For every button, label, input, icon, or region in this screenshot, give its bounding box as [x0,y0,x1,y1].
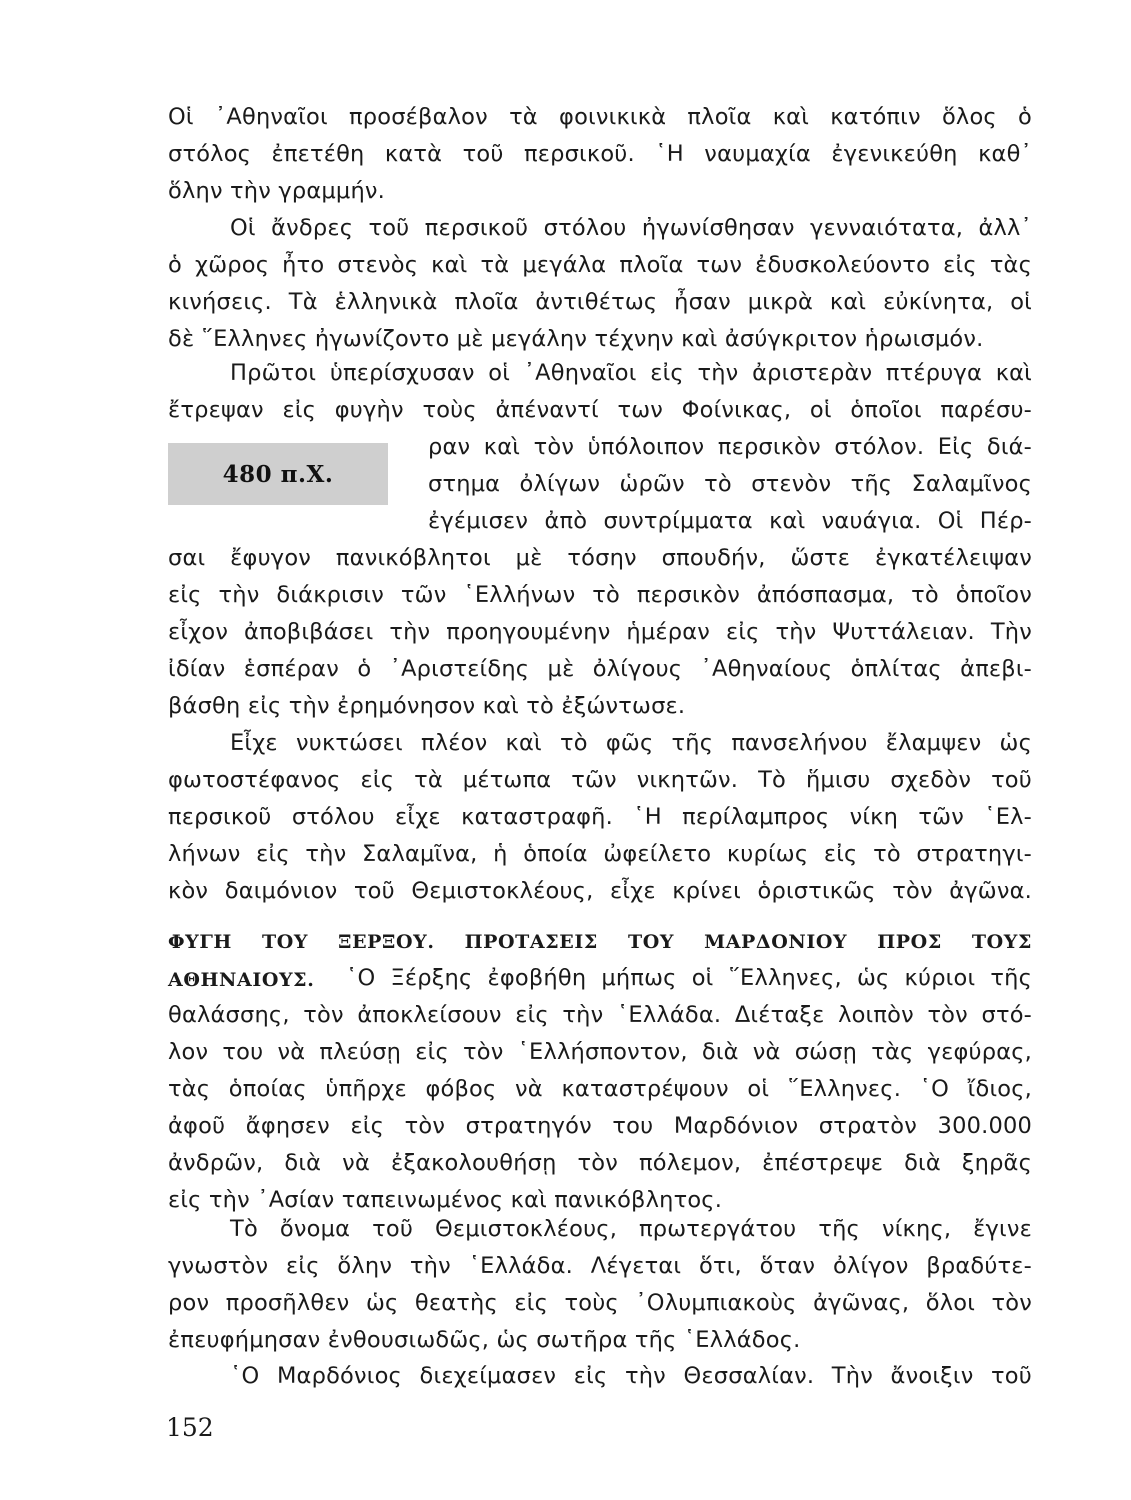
text-line: ῾Ο Μαρδόνιος διεχείμασεν εἰς τὴν Θεσσαλίαν. Τὴν ἄνοιξιν τοῦ [230,1363,1032,1389]
text-line: ῾Ο Ξέρξης ἐφοβήθη μήπως οἱ ῞Ελληνες, ὡς κύριοι τῆς [346,965,1032,991]
text-line: γνωστὸν εἰς ὅλην τὴν ῾Ελλάδα. Λέγεται ὅτι, ὅταν ὀλίγον βραδύτε- [168,1253,1032,1279]
text-line: εἰς τὴν διάκρισιν τῶν ῾Ελλήνων τὸ περσικὸν ἀπόσπασμα, τὸ ὁποῖον [168,582,1032,608]
text-line: ρον προσῆλθεν ὡς θεατὴς εἰς τοὺς ᾿Ολυμπιακοὺς ἀγῶνας, ὅλοι τὸν [168,1290,1032,1316]
date-sidenote [168,443,388,505]
text-line: ἐγέμισεν ἀπὸ συντρίμματα καὶ ναυάγια. Οἱ Πέρ- [428,508,1032,534]
page-number: 152 [166,1413,214,1442]
text-line: φωτοστέφανος εἰς τὰ μέτωπα τῶν νικητῶν. Τὸ ἥμισυ σχεδὸν τοῦ [168,767,1032,793]
text-line: ἀφοῦ ἄφησεν εἰς τὸν στρατηγόν του Μαρδόνιον στρατὸν 300.000 [168,1113,1032,1139]
text-line: Οἱ ᾿Αθηναῖοι προσέβαλον τὰ φοινικικὰ πλοῖα καὶ κατόπιν ὅλος ὁ [168,104,1032,130]
text-line: σαι ἔφυγον πανικόβλητοι μὲ τόσην σπουδήν, ὥστε ἐγκατέλειψαν [168,545,1032,571]
text-line: κινήσεις. Τὰ ἑλληνικὰ πλοῖα ἀντιθέτως ἦσαν μικρὰ καὶ εὐκίνητα, οἱ [168,289,1032,315]
date-label: 480 π.Χ. [222,460,334,488]
text-line: ἰδίαν ἑσπέραν ὁ ᾿Αριστείδης μὲ ὀλίγους ᾿Αθηναίους ὁπλίτας ἀπεβι- [168,656,1032,682]
section-heading-continued: ΑΘΗΝΑΙΟΥΣ. [168,969,315,991]
text-line: Εἶχε νυκτώσει πλέον καὶ τὸ φῶς τῆς πανσελήνου ἔλαμψεν ὡς [230,730,1032,756]
section-heading: ΦΥΓΗ ΤΟΥ ΞΕΡΞΟΥ. ΠΡΟΤΑΣΕΙΣ ΤΟΥ ΜΑΡΔΟΝΙΟΥ ΠΡΟΣ ΤΟΥΣ [168,931,1032,953]
text-line: στόλος ἐπετέθη κατὰ τοῦ περσικοῦ. ῾Η ναυμαχία ἐγενικεύθη καθ᾿ [168,141,1032,167]
text-line: ραν καὶ τὸν ὑπόλοιπον περσικὸν στόλον. Εἰς διά- [428,434,1032,460]
text-line: περσικοῦ στόλου εἶχε καταστραφῆ. ῾Η περίλαμπρος νίκη τῶν ῾Ελ- [168,804,1032,830]
text-line: στημα ὀλίγων ὡρῶν τὸ στενὸν τῆς Σαλαμῖνος [428,471,1032,497]
text-line: Τὸ ὄνομα τοῦ Θεμιστοκλέους, πρωτεργάτου τῆς νίκης, ἔγινε [230,1216,1032,1242]
text-line: ἔτρεψαν εἰς φυγὴν τοὺς ἀπέναντί των Φοίνικας, οἱ ὁποῖοι παρέσυ- [168,397,1032,423]
text-line: θαλάσσης, τὸν ἀποκλείσουν εἰς τὴν ῾Ελλάδα. Διέταξε λοιπὸν τὸν στό- [168,1002,1032,1028]
text-line: ἐπευφήμησαν ἐνθουσιωδῶς, ὡς σωτῆρα τῆς ῾Ελλάδος. [168,1327,801,1353]
text-line: Οἱ ἄνδρες τοῦ περσικοῦ στόλου ἠγωνίσθησαν γενναιότατα, ἀλλ᾿ [230,215,1032,241]
text-line: Πρῶτοι ὑπερίσχυσαν οἱ ᾿Αθηναῖοι εἰς τὴν ἀριστερὰν πτέρυγα καὶ [230,360,1032,386]
text-line: λήνων εἰς τὴν Σαλαμῖνα, ἡ ὁποία ὠφείλετο κυρίως εἰς τὸ στρατηγι- [168,841,1032,867]
text-line: λον του νὰ πλεύσῃ εἰς τὸν ῾Ελλήσποντον, διὰ νὰ σώσῃ τὰς γεφύρας, [168,1039,1032,1065]
text-line: εἰς τὴν ᾿Ασίαν ταπεινωμένος καὶ πανικόβλητος. [168,1187,723,1213]
text-line: ἀνδρῶν, διὰ νὰ ἐξακολουθήσῃ τὸν πόλεμον, ἐπέστρεψε διὰ ξηρᾶς [168,1150,1032,1176]
text-line: ὁ χῶρος ἦτο στενὸς καὶ τὰ μεγάλα πλοῖα των ἐδυσκολεύοντο εἰς τὰς [168,252,1032,278]
text-line: εἶχον ἀποβιβάσει τὴν προηγουμένην ἡμέραν εἰς τὴν Ψυττάλειαν. Τὴν [168,619,1032,645]
text-line: βάσθη εἰς τὴν ἐρημόνησον καὶ τὸ ἐξώντωσε. [168,693,686,719]
text-line: κὸν δαιμόνιον τοῦ Θεμιστοκλέους, εἶχε κρίνει ὁριστικῶς τὸν ἀγῶνα. [168,878,1032,904]
text-line: ὅλην τὴν γραμμήν. [168,178,386,204]
text-line: τὰς ὁποίας ὑπῆρχε φόβος νὰ καταστρέψουν οἱ ῞Ελληνες. ῾Ο ἴδιος, [168,1076,1032,1102]
text-line: δὲ ῞Ελληνες ἠγωνίζοντο μὲ μεγάλην τέχνην καὶ ἀσύγκριτον ἡρωισμόν. [168,326,984,352]
